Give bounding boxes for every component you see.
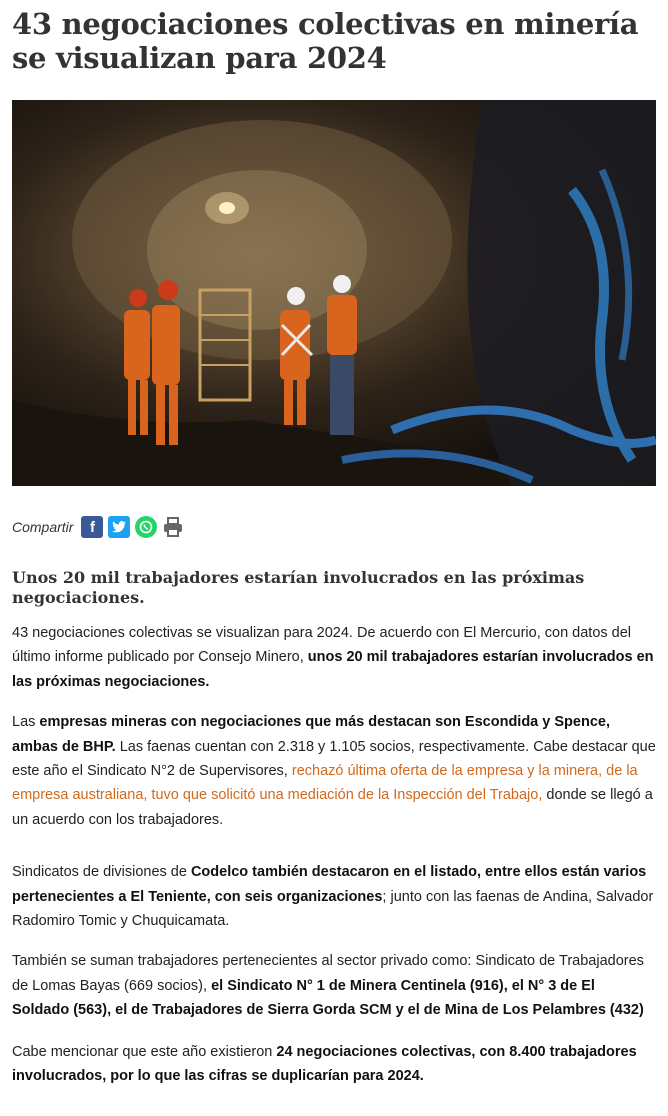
text: También se suman trabajadores pertenecientes al sector privado como: Sindicato de Trabajadores de Lomas Bayas (669 socios), (12, 953, 644, 994)
article-subtitle: Unos 20 mil trabajadores estarían involucrados en las próximas negociaciones. (12, 568, 585, 607)
whatsapp-icon[interactable] (135, 516, 157, 538)
paragraph-1 (12, 621, 656, 694)
bold-text: empresas mineras con negociaciones que más destacan son Escondida y Spence, ambas de BHP. (12, 714, 610, 755)
mine-tunnel-illustration (12, 100, 656, 486)
share-label: Compartir (12, 519, 74, 535)
paragraph-2 (12, 710, 656, 832)
hero-image (12, 100, 656, 486)
twitter-icon[interactable] (108, 516, 130, 538)
facebook-icon[interactable]: f (81, 516, 103, 538)
bold-text: 24 negociaciones colectivas, con 8.400 trabajadores involucrados, por lo que las cifras se duplicarían para 2024. (12, 1043, 637, 1085)
text: Las (12, 714, 40, 731)
bold-text: unos 20 mil trabajadores estarían involucrados en las próximas negociaciones. (12, 649, 654, 690)
article-title: 43 negociaciones colectivas en minería se visualizan para 2024 (12, 7, 639, 75)
text: Sindicatos de divisiones de (12, 864, 191, 881)
paragraph-5 (12, 1040, 656, 1089)
print-icon[interactable] (162, 516, 184, 538)
text: 43 negociaciones colectivas se visualizan para 2024. De acuerdo con El Mercurio, con datos del último informe publicado por Consejo Minero, (12, 625, 632, 666)
bold-text: Codelco también destacaron en el listado, entre ellos están varios pertenecientes a El Teniente, con seis organizaciones (12, 864, 647, 905)
paragraph-4 (12, 949, 656, 1022)
text: Las faenas cuentan con 2.318 y 1.105 socios, respectivamente. Cabe destacar que este año el Sindicato N°2 de Supervisores, (12, 738, 656, 780)
bold-text: el Sindicato N° 1 de Minera Centinela (916), el N° 3 de El Soldado (563), el de Trabajadores de Sierra Gorda SCM y el de Mina de Los Pelambres (432) (12, 977, 644, 1019)
article (0, 7, 668, 1089)
text: donde se llegó a un acuerdo con los trabajadores. (12, 787, 653, 828)
paragraph-3 (12, 860, 656, 933)
article-link[interactable]: rechazó última oferta de la empresa y la minera, de la empresa australiana, tuvo que solicitó una mediación de la Inspección del Trabajo, (12, 763, 638, 804)
share-bar (12, 514, 656, 540)
text: ; junto con las faenas de Andina, Salvador Radomiro Tomic y Chuquicamata. (12, 888, 654, 930)
text: Cabe mencionar que este año existieron (12, 1043, 277, 1060)
